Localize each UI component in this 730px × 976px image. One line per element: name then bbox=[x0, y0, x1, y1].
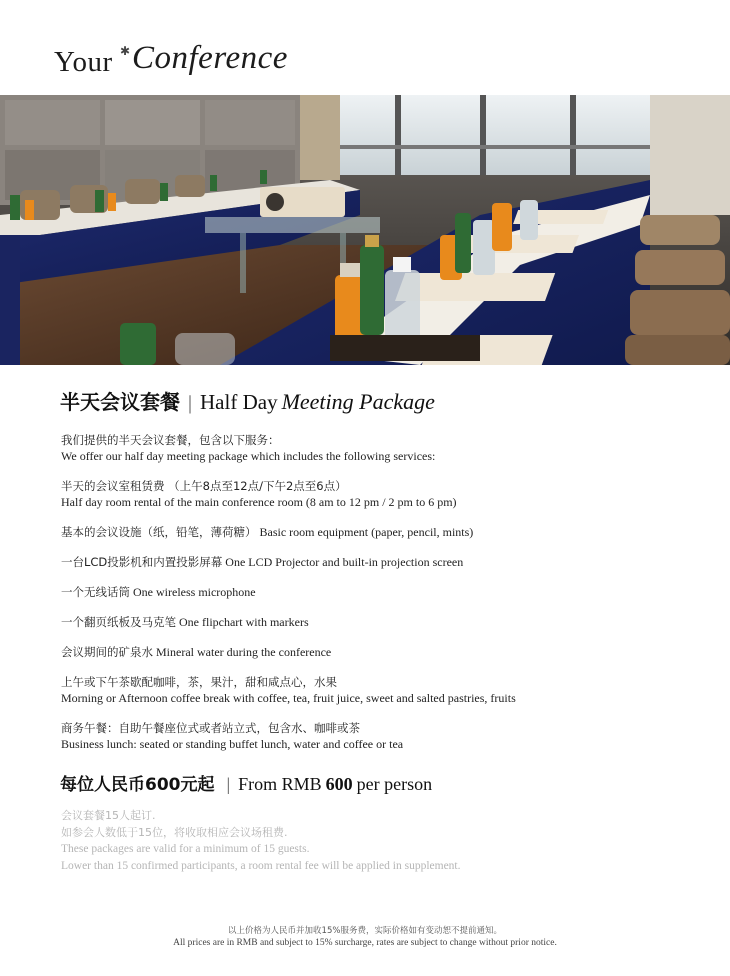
brand-conference: Conference bbox=[132, 40, 288, 76]
list-item bbox=[61, 720, 701, 752]
services-list bbox=[61, 432, 701, 766]
item-en: We offer our half day meeting package which includes the following services: bbox=[61, 449, 436, 463]
item-en: Business lunch: seated or standing buffet lunch, water and coffee or tea bbox=[61, 737, 404, 751]
conference-room-photo bbox=[0, 95, 730, 365]
list-item bbox=[61, 524, 701, 540]
note-zh-2: 如参会人数低于15位，将收取相应会议场租费. bbox=[61, 826, 288, 839]
list-item bbox=[61, 644, 701, 660]
item-en: One flipchart with markers bbox=[179, 615, 309, 629]
item-zh: 一个翻页纸板及马克笔 bbox=[61, 615, 176, 629]
item-en: Mineral water during the conference bbox=[156, 645, 332, 659]
list-item bbox=[61, 432, 701, 464]
list-item bbox=[61, 554, 701, 570]
item-zh: 会议期间的矿泉水 bbox=[61, 645, 153, 659]
star-icon: ✱ bbox=[120, 44, 131, 58]
list-item bbox=[61, 614, 701, 630]
note-en-1: These packages are valid for a minimum of 15 guests. bbox=[61, 843, 310, 855]
item-zh: 基本的会议设施（纸，铅笔，薄荷糖） bbox=[61, 525, 257, 539]
footer-en: All prices are in RMB and subject to 15% surcharge, rates are subject to change without prior notice. bbox=[173, 938, 557, 948]
item-en: One wireless microphone bbox=[133, 585, 256, 599]
list-item bbox=[61, 674, 701, 706]
price-en-suffix: per person bbox=[356, 774, 433, 794]
item-en: Half day room rental of the main conference room (8 am to 12 pm / 2 pm to 6 pm) bbox=[61, 495, 457, 509]
heading-zh: 半天会议套餐 bbox=[60, 390, 180, 414]
brand-your: Your bbox=[54, 46, 113, 78]
package-heading bbox=[60, 386, 435, 415]
note-zh-1: 会议套餐15人起订. bbox=[61, 809, 156, 822]
item-zh: 半天的会议室租赁费 （上午8点至12点/下午2点至6点） bbox=[61, 479, 347, 493]
item-zh: 一个无线话筒 bbox=[61, 585, 130, 599]
price-line bbox=[60, 770, 432, 795]
list-item bbox=[61, 478, 701, 510]
list-item bbox=[61, 584, 701, 600]
price-amount: 600 bbox=[325, 774, 353, 794]
item-en: Morning or Afternoon coffee break with coffee, tea, fruit juice, sweet and salted pastries, fruits bbox=[61, 691, 516, 705]
item-zh: 一台LCD投影机和内置投影屏幕 bbox=[61, 555, 223, 569]
heading-en: Half Day bbox=[200, 390, 278, 414]
price-en-prefix: From RMB bbox=[238, 774, 322, 794]
package-notes bbox=[61, 807, 461, 875]
item-zh: 商务午餐：自助午餐座位式或者站立式，包含水、咖啡或茶 bbox=[61, 721, 360, 735]
heading-script: Meeting Package bbox=[281, 389, 435, 414]
item-zh: 上午或下午茶歇配咖啡，茶，果汁，甜和咸点心，水果 bbox=[61, 675, 337, 689]
item-en: Basic room equipment (paper, pencil, mints) bbox=[259, 525, 474, 539]
footer-zh: 以上价格为人民币并加收15%服务费，实际价格如有变动恕不提前通知。 bbox=[228, 926, 502, 936]
heading-separator: | bbox=[188, 392, 193, 414]
note-en-2: Lower than 15 confirmed participants, a room rental fee will be applied in supplement. bbox=[61, 860, 461, 872]
price-separator: | bbox=[226, 774, 231, 794]
item-zh: 我们提供的半天会议套餐，包含以下服务： bbox=[61, 433, 280, 447]
price-zh: 每位人民币600元起 bbox=[60, 775, 215, 795]
item-en: One LCD Projector and built-in projection screen bbox=[225, 555, 464, 569]
